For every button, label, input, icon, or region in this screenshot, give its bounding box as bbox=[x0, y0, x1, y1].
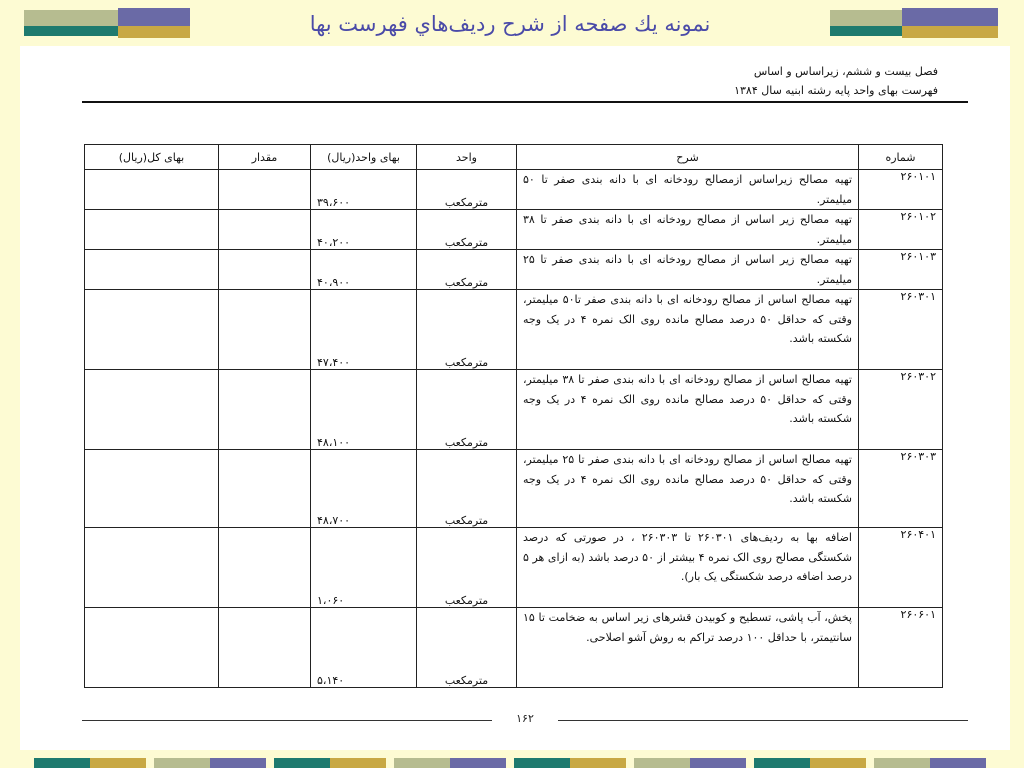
decor-block bbox=[154, 758, 210, 768]
table-row bbox=[85, 450, 943, 528]
row-description: پخش، آب پاشی، تسطیح و کوبیدن قشرهای زیر اساس به ضخامت تا ۱۵ سانتیمتر، با حداقل ۱۰۰ درصد تراکم به روش آشو اصلاحی. bbox=[517, 608, 859, 688]
price-list-title: فهرست بهای واحد پایه رشته ابنیه سال ۱۳۸۴ bbox=[734, 84, 938, 97]
row-code: ۲۶۰۱۰۳ bbox=[859, 250, 943, 290]
row-code: ۲۶۰۳۰۱ bbox=[859, 290, 943, 370]
decor-block bbox=[274, 758, 330, 768]
row-description: تهیه مصالح زیر اساس از مصالح رودخانه ای با دانه بندی صفر تا ۳۸ میلیمتر. bbox=[517, 210, 859, 250]
row-total-price bbox=[85, 528, 219, 608]
table-row bbox=[85, 608, 943, 688]
footer-rule-left bbox=[82, 720, 492, 721]
row-description: تهیه مصالح اساس از مصالح رودخانه ای با دانه بندی صفر تا ۲۵ میلیمتر، وقتی که حداقل ۵۰ درصد مصالح مانده روی الک نمره ۴ در یک وجه شکسته باشد. bbox=[517, 450, 859, 528]
table-row bbox=[85, 370, 943, 450]
row-unit: مترمکعب bbox=[417, 170, 517, 210]
row-quantity bbox=[219, 528, 311, 608]
row-description: تهیه مصالح اساس از مصالح رودخانه ای با دانه بندی صفر تا۵۰ میلیمتر، وقتی که حداقل ۵۰ درصد مصالح مانده روی الک نمره ۴ در یک وجه شکسته باشد. bbox=[517, 290, 859, 370]
chapter-title: فصل بیست و ششم، زیراساس و اساس bbox=[753, 65, 938, 78]
row-total-price bbox=[85, 170, 219, 210]
table-row bbox=[85, 290, 943, 370]
row-unit-price: ۴۸،۱۰۰ bbox=[311, 370, 417, 450]
page-number: ۱۶۲ bbox=[502, 712, 548, 725]
decor-block bbox=[810, 758, 866, 768]
slide-title: نمونه يك صفحه از شرح رديف‌هاي فهرست بها bbox=[190, 8, 830, 46]
table-row bbox=[85, 250, 943, 290]
row-total-price bbox=[85, 290, 219, 370]
row-code: ۲۶۰۱۰۲ bbox=[859, 210, 943, 250]
row-description: تهیه مصالح زیراساس ازمصالح رودخانه ای با دانه بندی صفر تا ۵۰ میلیمتر. bbox=[517, 170, 859, 210]
column-header-description: شرح bbox=[517, 145, 859, 170]
page-header bbox=[734, 62, 938, 100]
decor-block bbox=[690, 758, 746, 768]
row-quantity bbox=[219, 170, 311, 210]
row-quantity bbox=[219, 450, 311, 528]
row-unit-price: ۴۷،۴۰۰ bbox=[311, 290, 417, 370]
decor-block bbox=[570, 758, 626, 768]
row-description: اضافه بها به ردیف‌های ۲۶۰۳۰۱ تا ۲۶۰۳۰۳ ، در صورتی که درصد شکستگی مصالح روی الک نمره ۴ بیشتر از ۵۰ درصد باشد (به ازای هر ۵ درصد اضافه درصد شکستگی یک بار). bbox=[517, 528, 859, 608]
decor-block bbox=[634, 758, 690, 768]
decor-block bbox=[394, 758, 450, 768]
row-code: ۲۶۰۶۰۱ bbox=[859, 608, 943, 688]
row-unit: مترمکعب bbox=[417, 370, 517, 450]
table-header-row bbox=[85, 145, 943, 170]
row-total-price bbox=[85, 250, 219, 290]
column-header-total-price: بهای کل(ریال) bbox=[85, 145, 219, 170]
table-row bbox=[85, 210, 943, 250]
column-header-unit-price: بهای واحد(ریال) bbox=[311, 145, 417, 170]
decor-block bbox=[902, 8, 998, 26]
row-quantity bbox=[219, 210, 311, 250]
decor-block bbox=[330, 758, 386, 768]
row-total-price bbox=[85, 608, 219, 688]
decor-block bbox=[90, 758, 146, 768]
header-rule bbox=[82, 101, 968, 103]
row-unit: مترمکعب bbox=[417, 528, 517, 608]
bottom-decorative-bar bbox=[34, 758, 990, 768]
row-unit-price: ۴۰،۲۰۰ bbox=[311, 210, 417, 250]
decor-block bbox=[930, 758, 986, 768]
row-total-price bbox=[85, 370, 219, 450]
row-code: ۲۶۰۱۰۱ bbox=[859, 170, 943, 210]
row-unit: مترمکعب bbox=[417, 290, 517, 370]
row-quantity bbox=[219, 290, 311, 370]
row-total-price bbox=[85, 450, 219, 528]
row-unit: مترمکعب bbox=[417, 210, 517, 250]
row-unit-price: ۴۰،۹۰۰ bbox=[311, 250, 417, 290]
row-unit: مترمکعب bbox=[417, 608, 517, 688]
price-list-table bbox=[84, 144, 943, 688]
row-code: ۲۶۰۳۰۳ bbox=[859, 450, 943, 528]
row-description: تهیه مصالح زیر اساس از مصالح رودخانه ای با دانه بندی صفر تا ۲۵ میلیمتر. bbox=[517, 250, 859, 290]
row-unit-price: ۱،۰۶۰ bbox=[311, 528, 417, 608]
row-code: ۲۶۰۴۰۱ bbox=[859, 528, 943, 608]
row-unit: مترمکعب bbox=[417, 250, 517, 290]
document-page bbox=[20, 46, 1010, 750]
row-quantity bbox=[219, 250, 311, 290]
decor-block bbox=[902, 26, 998, 38]
column-header-code: شماره bbox=[859, 145, 943, 170]
column-header-quantity: مقدار bbox=[219, 145, 311, 170]
decor-block bbox=[210, 758, 266, 768]
decor-block bbox=[514, 758, 570, 768]
row-unit-price: ۵،۱۴۰ bbox=[311, 608, 417, 688]
page-footer bbox=[82, 712, 968, 728]
row-quantity bbox=[219, 608, 311, 688]
row-unit: مترمکعب bbox=[417, 450, 517, 528]
decor-block bbox=[24, 26, 118, 36]
decor-block bbox=[754, 758, 810, 768]
row-unit-price: ۴۸،۷۰۰ bbox=[311, 450, 417, 528]
row-total-price bbox=[85, 210, 219, 250]
decor-block bbox=[450, 758, 506, 768]
row-description: تهیه مصالح اساس از مصالح رودخانه ای با دانه بندی صفر تا ۳۸ میلیمتر، وقتی که حداقل ۵۰ درصد مصالح مانده روی الک نمره ۴ در یک وجه شکسته باشد. bbox=[517, 370, 859, 450]
row-quantity bbox=[219, 370, 311, 450]
row-code: ۲۶۰۳۰۲ bbox=[859, 370, 943, 450]
row-unit-price: ۳۹،۶۰۰ bbox=[311, 170, 417, 210]
column-header-unit: واحد bbox=[417, 145, 517, 170]
table-row bbox=[85, 170, 943, 210]
decor-block bbox=[874, 758, 930, 768]
table-row bbox=[85, 528, 943, 608]
footer-rule-right bbox=[558, 720, 968, 721]
decor-block bbox=[34, 758, 90, 768]
